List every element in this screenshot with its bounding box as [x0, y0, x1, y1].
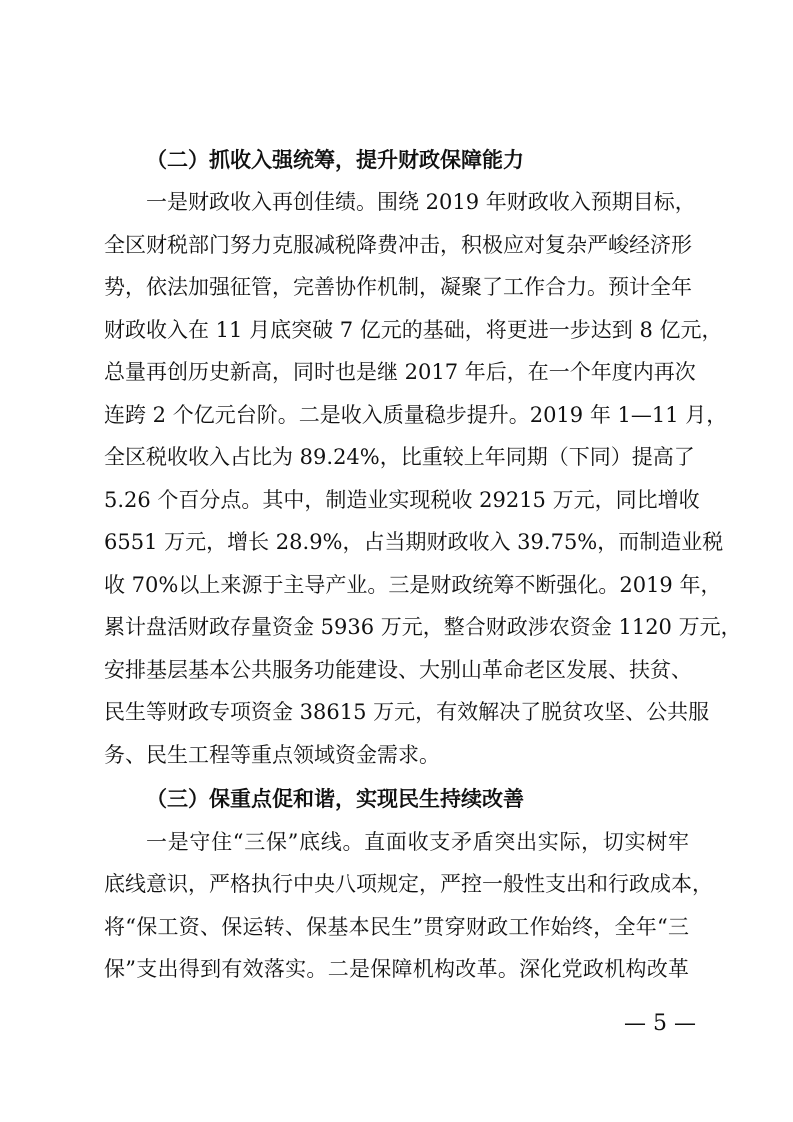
paragraph-line: 全区财税部门努力克服减税降费冲击，积极应对复杂严峻经济形	[104, 232, 692, 257]
page-number: — 5 —	[624, 1011, 696, 1036]
paragraph-line: 5.26 个百分点。其中，制造业实现税收 29215 万元，同比增收	[104, 487, 700, 512]
paragraph-line: 财政收入在 11 月底突破 7 亿元的基础，将更进一步达到 8 亿元，	[104, 317, 723, 342]
paragraph-line: 总量再创历史新高，同时也是继 2017 年后，在一个年度内再次	[104, 360, 696, 384]
paragraph-line: 务、民生工程等重点领域资金需求。	[104, 742, 440, 767]
paragraph-line: 一是财政收入再创佳绩。围绕 2019 年财政收入预期目标，	[146, 190, 696, 214]
paragraph-line: 连跨 2 个亿元台阶。二是收入质量稳步提升。2019 年 1—11 月，	[104, 402, 728, 427]
paragraph-line: 势，依法加强征管，完善协作机制，凝聚了工作合力。预计全年	[104, 275, 692, 299]
paragraph-line: 安排基层基本公共服务功能建设、大别山革命老区发展、扶贫、	[104, 657, 692, 682]
paragraph-line: 收 70%以上来源于主导产业。三是财政统筹不断强化。2019 年，	[104, 572, 722, 597]
paragraph-line: 底线意识，严格执行中央八项规定，严控一般性支出和行政成本，	[104, 872, 713, 896]
paragraph-line: 一是守住“三保”底线。直面收支矛盾突出实际，切实树牢	[146, 829, 689, 854]
section-heading: （三）保重点促和谐，实现民生持续改善	[146, 787, 524, 811]
paragraph-line: 全区税收收入占比为 89.24%，比重较上年同期（下同）提高了	[104, 445, 695, 469]
paragraph-line: 将“保工资、保运转、保基本民生”贯穿财政工作始终，全年“三	[104, 914, 689, 939]
paragraph-line: 累计盘活财政存量资金 5936 万元，整合财政涉农资金 1120 万元，	[104, 615, 742, 639]
paragraph-line: 6551 万元，增长 28.9%，占当期财政收入 39.75%，而制造业税	[104, 530, 724, 554]
paragraph-line: 民生等财政专项资金 38615 万元，有效解决了脱贫攻坚、公共服	[104, 700, 710, 724]
paragraph-line: 保”支出得到有效落实。二是保障机构改革。深化党政机构改革	[104, 957, 689, 981]
section-heading: （二）抓收入强统筹，提升财政保障能力	[146, 148, 524, 172]
